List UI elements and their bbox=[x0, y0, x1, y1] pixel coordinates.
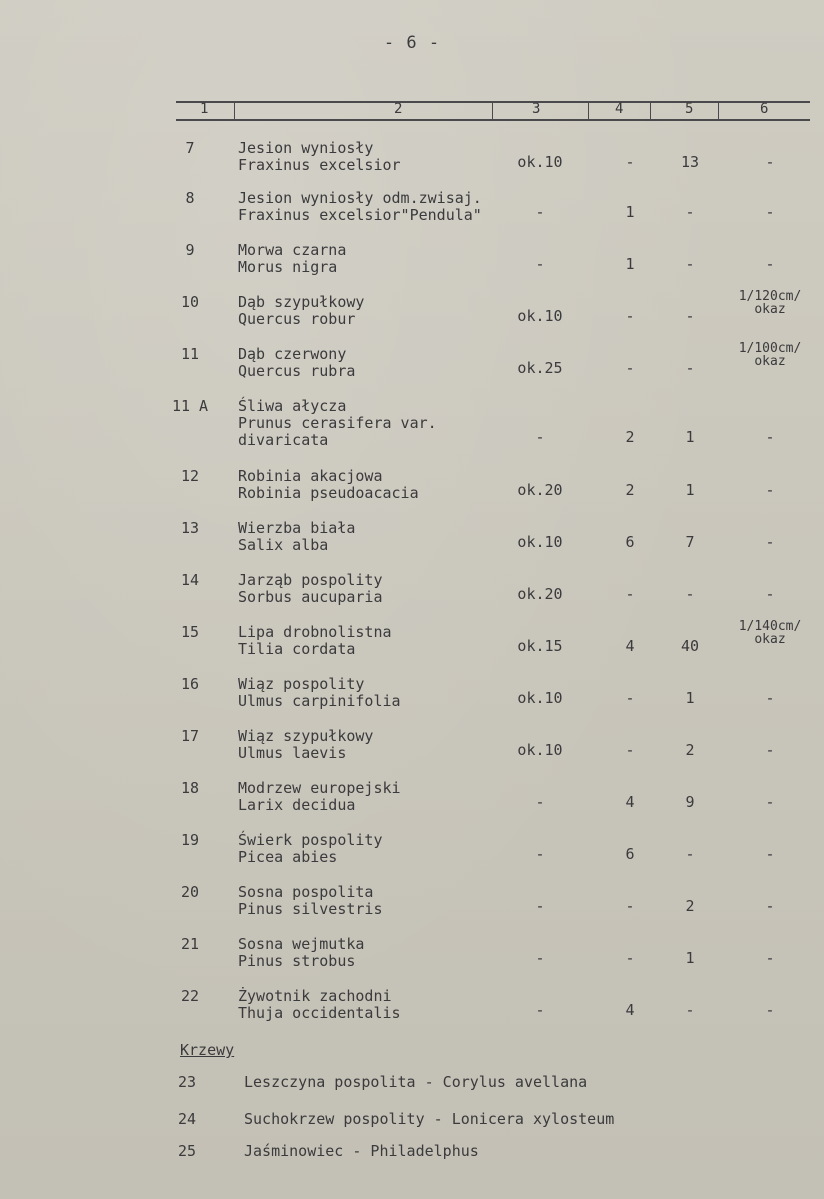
col-6-value: - bbox=[765, 741, 775, 759]
col-4-value: 1 bbox=[625, 203, 635, 221]
col-5-value: 9 bbox=[685, 793, 695, 811]
row-number: 11 A bbox=[171, 397, 209, 415]
col-3-value: - bbox=[535, 845, 545, 863]
col-5-value: 1 bbox=[685, 689, 695, 707]
col-4-value: 2 bbox=[625, 428, 635, 446]
species-latin-name: Thuja occidentalis bbox=[238, 1004, 401, 1022]
species-latin-name: Fraxinus excelsior"Pendula" bbox=[238, 206, 482, 224]
col-4-value: - bbox=[625, 949, 635, 967]
species-latin-name: Larix decidua bbox=[238, 796, 356, 814]
species-polish-name: Jesion wyniosły bbox=[238, 139, 374, 157]
species-polish-name: Dąb czerwony bbox=[238, 345, 347, 363]
species-latin-name: Picea abies bbox=[238, 848, 338, 866]
col-4-value: - bbox=[625, 689, 635, 707]
col-5-value: - bbox=[685, 255, 695, 273]
row-number: 9 bbox=[185, 241, 195, 259]
col-3-value: ok.20 bbox=[517, 481, 563, 499]
species-polish-name: Robinia akacjowa bbox=[238, 467, 383, 485]
col-4-value: 4 bbox=[625, 793, 635, 811]
row-number: 19 bbox=[180, 831, 200, 849]
col-4-value: - bbox=[625, 585, 635, 603]
col-6-value: - bbox=[765, 428, 775, 446]
col-6-value: - bbox=[765, 949, 775, 967]
col-6-value: - bbox=[765, 203, 775, 221]
row-number: 12 bbox=[180, 467, 200, 485]
col-6-value: - bbox=[765, 585, 775, 603]
row-number: 14 bbox=[180, 571, 200, 589]
col-3-value: ok.10 bbox=[517, 741, 563, 759]
col-3-value: ok.20 bbox=[517, 585, 563, 603]
species-polish-name: Wiąz szypułkowy bbox=[238, 727, 374, 745]
col-6-value: - bbox=[765, 255, 775, 273]
row-number: 7 bbox=[185, 139, 195, 157]
header-col-5: 5 bbox=[685, 101, 694, 117]
species-latin-name: Tilia cordata bbox=[238, 640, 356, 658]
page-number: - 6 - bbox=[383, 33, 441, 53]
col-4-value: - bbox=[625, 359, 635, 377]
row-number: 17 bbox=[180, 727, 200, 745]
col-4-value: 6 bbox=[625, 845, 635, 863]
col-4-value: 4 bbox=[625, 637, 635, 655]
species-polish-name: Wierzba biała bbox=[238, 519, 356, 537]
col-4-value: - bbox=[625, 741, 635, 759]
species-latin-name: Morus nigra bbox=[238, 258, 338, 276]
header-separator bbox=[718, 101, 719, 119]
col-3-value: ok.10 bbox=[517, 153, 563, 171]
col-5-value: 7 bbox=[685, 533, 695, 551]
col-6-value: - bbox=[765, 897, 775, 915]
col-5-value: 1 bbox=[685, 428, 695, 446]
col-6-value: - bbox=[765, 689, 775, 707]
shrub-name: Jaśminowiec - Philadelphus bbox=[244, 1142, 479, 1160]
col-3-value: - bbox=[535, 897, 545, 915]
species-polish-name: Lipa drobnolistna bbox=[238, 623, 392, 641]
header-col-1: 1 bbox=[200, 101, 209, 117]
header-col-4: 4 bbox=[615, 101, 624, 117]
row-number: 11 bbox=[180, 345, 200, 363]
row-number: 18 bbox=[180, 779, 200, 797]
col-3-value: - bbox=[535, 793, 545, 811]
col-4-value: - bbox=[625, 307, 635, 325]
species-polish-name: Dąb szypułkowy bbox=[238, 293, 365, 311]
col-5-value: 1 bbox=[685, 481, 695, 499]
shrub-name: Leszczyna pospolita - Corylus avellana bbox=[244, 1073, 588, 1091]
col-4-value: - bbox=[625, 153, 635, 171]
col-6-value: - bbox=[765, 481, 775, 499]
col-4-value: 1 bbox=[625, 255, 635, 273]
header-col-6: 6 bbox=[760, 101, 769, 117]
col-3-value: ok.10 bbox=[517, 307, 563, 325]
header-col-2: 2 bbox=[394, 101, 403, 117]
col-5-value: 2 bbox=[685, 741, 695, 759]
col-4-value: 4 bbox=[625, 1001, 635, 1019]
col-6-value: - bbox=[765, 793, 775, 811]
col-3-value: ok.10 bbox=[517, 689, 563, 707]
shrub-number: 25 bbox=[178, 1142, 197, 1160]
species-latin-name: Sorbus aucuparia bbox=[238, 588, 383, 606]
header-separator bbox=[650, 101, 651, 119]
col-4-value: 6 bbox=[625, 533, 635, 551]
row-number: 16 bbox=[180, 675, 200, 693]
col-3-value: - bbox=[535, 203, 545, 221]
species-latin-name: Fraxinus excelsior bbox=[238, 156, 401, 174]
col-5-value: - bbox=[685, 585, 695, 603]
col-5-value: 13 bbox=[680, 153, 700, 171]
row-number: 10 bbox=[180, 293, 200, 311]
species-polish-name: Wiąz pospolity bbox=[238, 675, 365, 693]
species-latin-name: Quercus robur bbox=[238, 310, 356, 328]
shrub-number: 24 bbox=[178, 1110, 197, 1128]
header-bottom-rule bbox=[176, 119, 810, 121]
row-number: 13 bbox=[180, 519, 200, 537]
row-number: 15 bbox=[180, 623, 200, 641]
col-3-value: - bbox=[535, 1001, 545, 1019]
col-5-value: 1 bbox=[685, 949, 695, 967]
col-5-value: - bbox=[685, 359, 695, 377]
col-3-value: - bbox=[535, 255, 545, 273]
species-polish-name: Jarząb pospolity bbox=[238, 571, 383, 589]
species-latin-name: Prunus cerasifera var. bbox=[238, 414, 437, 432]
col-6-value: - bbox=[765, 533, 775, 551]
species-latin-name: Pinus silvestris bbox=[238, 900, 383, 918]
col-3-value: - bbox=[535, 949, 545, 967]
species-latin-name: Robinia pseudoacacia bbox=[238, 484, 419, 502]
species-polish-name: Morwa czarna bbox=[238, 241, 347, 259]
species-polish-name: Modrzew europejski bbox=[238, 779, 401, 797]
col-6-value: 1/120cm/ okaz bbox=[738, 289, 802, 317]
header-top-rule bbox=[176, 101, 810, 103]
col-3-value: ok.10 bbox=[517, 533, 563, 551]
col-6-value: 1/140cm/ okaz bbox=[738, 619, 802, 647]
col-6-value: - bbox=[765, 845, 775, 863]
col-4-value: - bbox=[625, 897, 635, 915]
shrubs-heading: Krzewy bbox=[180, 1041, 235, 1059]
row-number: 22 bbox=[180, 987, 200, 1005]
col-5-value: - bbox=[685, 307, 695, 325]
shrub-name: Suchokrzew pospolity - Lonicera xylosteum bbox=[244, 1110, 615, 1128]
header-separator bbox=[234, 101, 235, 119]
species-polish-name: Świerk pospolity bbox=[238, 831, 383, 849]
col-4-value: 2 bbox=[625, 481, 635, 499]
species-latin-name: Pinus strobus bbox=[238, 952, 356, 970]
header-separator bbox=[588, 101, 589, 119]
species-polish-name: Jesion wyniosły odm.zwisaj. bbox=[238, 189, 482, 207]
species-latin-name: Salix alba bbox=[238, 536, 329, 554]
col-3-value: ok.15 bbox=[517, 637, 563, 655]
col-5-value: - bbox=[685, 203, 695, 221]
species-latin-name: Quercus rubra bbox=[238, 362, 356, 380]
species-latin-name: Ulmus laevis bbox=[238, 744, 347, 762]
header-separator bbox=[492, 101, 493, 119]
species-polish-name: Sosna wejmutka bbox=[238, 935, 365, 953]
species-latin-name-cont: divaricata bbox=[238, 431, 329, 449]
species-polish-name: Śliwa ałycza bbox=[238, 397, 347, 415]
species-latin-name: Ulmus carpinifolia bbox=[238, 692, 401, 710]
col-6-value: - bbox=[765, 153, 775, 171]
col-3-value: - bbox=[535, 428, 545, 446]
column-header bbox=[176, 101, 810, 121]
col-5-value: 40 bbox=[680, 637, 700, 655]
header-col-3: 3 bbox=[532, 101, 541, 117]
col-5-value: 2 bbox=[685, 897, 695, 915]
col-6-value: - bbox=[765, 1001, 775, 1019]
row-number: 21 bbox=[180, 935, 200, 953]
col-6-value: 1/100cm/ okaz bbox=[738, 341, 802, 369]
row-number: 8 bbox=[185, 189, 195, 207]
col-5-value: - bbox=[685, 1001, 695, 1019]
col-5-value: - bbox=[685, 845, 695, 863]
species-polish-name: Sosna pospolita bbox=[238, 883, 374, 901]
shrub-number: 23 bbox=[178, 1073, 197, 1091]
species-polish-name: Żywotnik zachodni bbox=[238, 987, 392, 1005]
row-number: 20 bbox=[180, 883, 200, 901]
col-3-value: ok.25 bbox=[517, 359, 563, 377]
